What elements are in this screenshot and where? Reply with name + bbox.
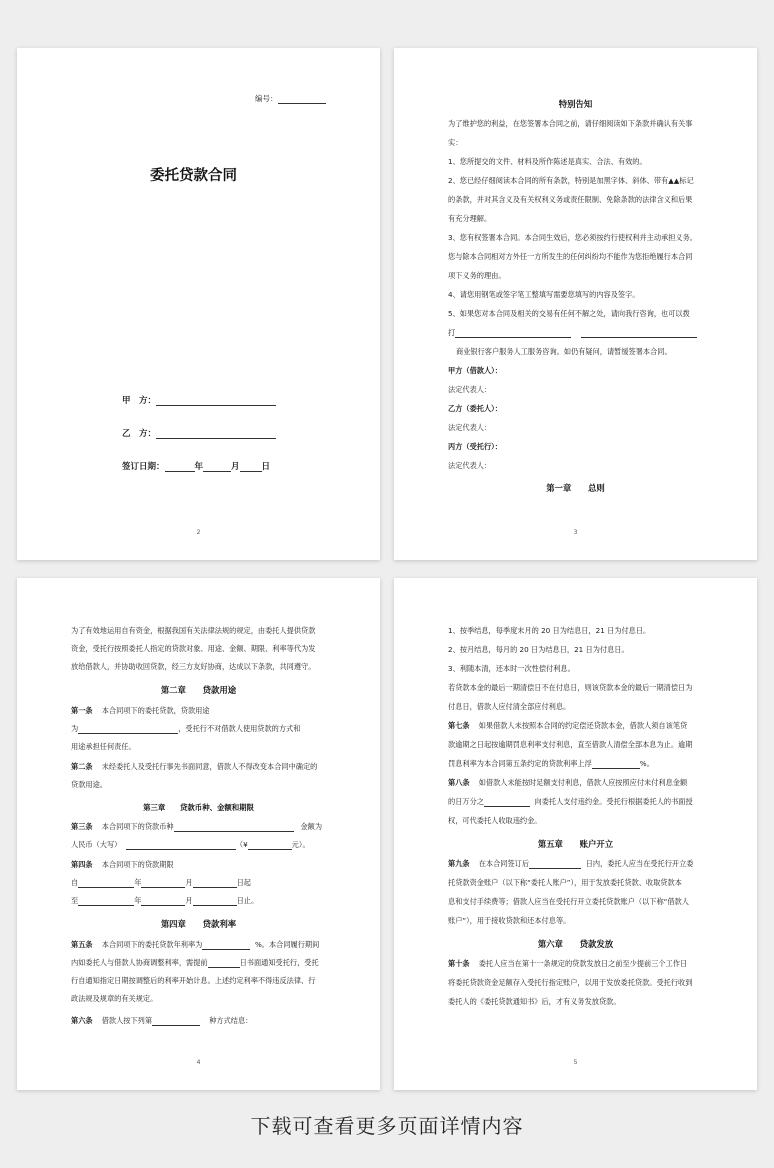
article-7-line-3	[448, 759, 654, 769]
article-text: 月	[185, 896, 193, 905]
chapter-heading: 第四章 贷款利率	[160, 919, 237, 929]
article-text: 贷款用途。	[71, 780, 107, 789]
article-label: 第十条	[448, 959, 470, 968]
article-3	[71, 822, 322, 832]
article-text: 本合同项下的贷款币种	[101, 822, 174, 831]
article-5	[71, 940, 319, 950]
document-page-cover	[17, 48, 380, 560]
notice-line: 为了维护您的利益，在您签署本合同之前，请仔细阅读如下条款并确认有关事	[448, 119, 693, 128]
article-label: 第九条	[448, 859, 470, 868]
start-year-blank	[78, 879, 134, 888]
article-text: 至	[71, 896, 79, 905]
interest-option: 2、按月结息，每月的 20 日为结息日，21 日为付息日。	[448, 645, 629, 654]
interest-option: 1、按季结息，每季度末月的 20 日为结息日，21 日为付息日。	[448, 626, 651, 635]
legal-rep-label: 法定代表人：	[448, 385, 492, 394]
article-text: 如果借款人未按照本合同的约定偿还贷款本金，借款人须自该笔贷	[478, 721, 688, 730]
article-text: 息和支付手续费等；借款人应当在受托行开立委托贷款账户（以下称“借款人	[448, 897, 689, 906]
article-text: ，受托行不对借款人使用贷款的方式和	[178, 724, 301, 733]
page-number: 5	[573, 1059, 578, 1066]
article-text: 人民币（大写）	[71, 840, 122, 849]
article-label: 第五条	[71, 940, 93, 949]
body-line: 付息日，借款人应付清全部应付利息。	[448, 702, 571, 711]
notice-line: 您与除本合同相对方外任一方所发生的任何纠纷均不能作为您拒绝履行本合同	[448, 252, 693, 261]
article-3-line-2	[71, 840, 310, 850]
article-8	[448, 778, 687, 788]
article-text: 种方式结息：	[209, 1016, 253, 1025]
year-blank	[165, 463, 195, 472]
currency-blank	[174, 823, 294, 832]
article-text: 日内，委托人应当在受托行开立委	[585, 859, 694, 868]
phone-blank	[455, 329, 571, 338]
amount-figure-blank	[248, 841, 292, 850]
end-day-blank	[193, 897, 237, 906]
party-a-row	[122, 394, 276, 406]
bank-label: 丙方（受托行）：	[448, 442, 502, 451]
article-text: 用途承担任何责任。	[71, 742, 136, 751]
intro-line: 资金，受托行按照委托人指定的贷款对象、用途、金额、期限、利率等代为发	[71, 644, 316, 653]
days-blank	[529, 860, 581, 869]
article-text: 罚息利率为本合同第五条约定的贷款利率上浮	[448, 759, 592, 768]
day-label: 日	[261, 462, 271, 472]
article-label: 第六条	[71, 1016, 93, 1025]
contract-number-blank	[278, 95, 326, 104]
start-month-blank	[141, 879, 185, 888]
article-text: 在本合同签订后	[478, 859, 530, 868]
article-text: 日止。	[236, 896, 259, 905]
article-text: 账户”），用于接收贷款和还本付息等。	[448, 916, 571, 925]
notice-line: 有充分理解。	[448, 214, 492, 223]
end-year-blank	[78, 897, 134, 906]
article-text: 日书面通知受托行，受托	[239, 958, 319, 967]
chapter-heading: 第三章 贷款币种、金额和期限	[143, 803, 254, 812]
article-10	[448, 959, 687, 969]
document-page-4	[17, 578, 380, 1090]
end-month-blank	[141, 897, 185, 906]
article-text: 内如委托人与借款人协商调整利率，需提前	[71, 958, 208, 967]
article-label: 第七条	[448, 721, 470, 730]
chapter-heading: 第六章 贷款发放	[537, 939, 614, 949]
party-a-blank	[156, 397, 276, 406]
article-1	[71, 706, 210, 716]
article-text: 委托人应当在第十一条规定的贷款发放日之前至少提前三个工作日	[478, 959, 688, 968]
phone-blank-2	[581, 329, 697, 338]
party-b-blank	[156, 430, 276, 439]
chapter-heading: 第一章 总则	[546, 483, 605, 493]
article-text: （¥	[235, 840, 248, 849]
article-text: 为	[71, 724, 79, 733]
legal-rep-label: 法定代表人：	[448, 461, 492, 470]
article-text: 日起	[236, 878, 251, 887]
page-number: 2	[196, 529, 201, 536]
notice-line: 的条款，并对其含义及有关权利义务或责任限制、免除条款的法律含义和后果	[448, 195, 693, 204]
article-text: 行自通知指定日期按调整后的利率开始计息。上述约定利率不得违反法律、行	[71, 976, 316, 985]
sign-date-label: 签订日期：	[122, 462, 165, 472]
penalty-blank	[484, 798, 530, 807]
article-1-line-2	[71, 724, 300, 734]
article-text: 借款人按下列第	[101, 1016, 153, 1025]
article-text: 元）。	[291, 840, 310, 849]
term-end-row	[71, 896, 258, 906]
purpose-blank	[78, 725, 178, 734]
article-7	[448, 721, 687, 731]
document-page-notice	[394, 48, 757, 560]
contract-title: 委托贷款合同	[150, 168, 237, 184]
party-b-row	[122, 427, 276, 439]
interest-option: 3、利随本清，还本时一次性偿付利息。	[448, 664, 575, 673]
page-number: 4	[196, 1059, 201, 1066]
notice-line: 4、请您用钢笔或签字笔工整填写需要您填写的内容及签字。	[448, 290, 640, 299]
chapter-heading: 第二章 贷款用途	[160, 685, 237, 695]
article-text: 委托人的《委托贷款通知书》后，才有义务发放贷款。	[448, 997, 621, 1006]
article-label: 第四条	[71, 860, 93, 869]
legal-rep-label: 法定代表人：	[448, 423, 492, 432]
penalty-rate-blank	[592, 760, 640, 769]
day-blank	[240, 463, 262, 472]
amount-words-blank	[126, 841, 236, 850]
notice-days-blank	[208, 959, 240, 968]
article-9	[448, 859, 693, 869]
article-text: 本合同项下的委托贷款，贷款用途	[101, 706, 210, 715]
body-line: 若贷款本金的最后一期清偿日不在付息日，则该贷款本金的最后一期清偿日为	[448, 683, 693, 692]
intro-line: 为了有效地运用自有资金，根据我国有关法律法规的规定，由委托人提供贷款	[71, 626, 316, 635]
article-text: 金额为	[300, 822, 323, 831]
article-5-line-2	[71, 958, 319, 968]
article-text: 自	[71, 878, 79, 887]
article-label: 第三条	[71, 822, 93, 831]
notice-line-phone	[448, 328, 697, 338]
chapter-heading: 第五章 账户开立	[537, 839, 614, 849]
article-text: 本合同项下的贷款期限	[101, 860, 174, 869]
article-text: 政法规及规章的有关规定。	[71, 994, 158, 1003]
article-text: %。	[639, 759, 654, 768]
party-a-label: 甲 方：	[122, 396, 157, 406]
article-label: 第一条	[71, 706, 93, 715]
download-more-caption: 下载可查看更多页面详情内容	[250, 1114, 524, 1138]
article-text: 本合同项下的委托贷款年利率为	[101, 940, 203, 949]
notice-line-prefix: 打	[448, 328, 456, 337]
article-text: 未经委托人及受托行事先书面同意，借款人不得改变本合同中确定的	[101, 762, 318, 771]
article-4	[71, 860, 174, 870]
intro-line: 放给借款人，并协助收回贷款，经三方友好协商，达成以下条款，共同遵守。	[71, 662, 316, 671]
article-text: 款逾期之日起按逾期罚息利率支付利息，直至借款人清偿全部本息为止。逾期	[448, 740, 693, 749]
notice-line: 1、您所提交的文件、材料及所作陈述是真实、合法、有效的。	[448, 157, 647, 166]
month-blank	[203, 463, 231, 472]
notice-line: 2、您已经仔细阅读本合同的所有条款，特别是加黑字体、斜体、带有▲▲标记	[448, 176, 694, 185]
borrower-label: 甲方（借款人）：	[448, 366, 502, 375]
article-text: 权，可代委托人收取违约金。	[448, 816, 542, 825]
method-blank	[152, 1017, 200, 1026]
article-text: 月	[185, 878, 193, 887]
year-label: 年	[194, 462, 204, 472]
article-text: 向委托人支付违约金。受托行根据委托人的书面授	[534, 797, 693, 806]
article-text: 将委托贷款资金足额存入受托行指定账户，以用于发放委托贷款。受托行收到	[448, 978, 693, 987]
document-page-5	[394, 578, 757, 1090]
article-text: %。本合同履行期间	[254, 940, 320, 949]
start-day-blank	[193, 879, 237, 888]
notice-line: 实：	[448, 138, 463, 147]
article-text: 如借款人未能按时足额支付利息，借款人应按照应付未付利息金额	[478, 778, 688, 787]
contract-number-row	[255, 93, 326, 104]
article-text: 年	[134, 896, 142, 905]
party-b-label: 乙 方：	[122, 429, 157, 439]
article-text: 的日万分之	[448, 797, 484, 806]
month-label: 月	[231, 462, 240, 472]
notice-line: 项下义务的理由。	[448, 271, 506, 280]
notice-line: 3、您有权签署本合同。本合同生效后，您必须按约行使权利并主动承担义务。	[448, 233, 697, 242]
article-8-line-2	[448, 797, 693, 807]
sign-date-row	[122, 460, 270, 472]
term-start-row	[71, 878, 251, 888]
article-label: 第二条	[71, 762, 93, 771]
notice-line: 商业银行客户服务人工服务咨询。如仍有疑问，请暂缓签署本合同。	[456, 347, 672, 356]
article-2	[71, 762, 317, 772]
article-6	[71, 1016, 252, 1026]
page-number: 3	[573, 529, 578, 536]
contract-number-label: 编号：	[255, 94, 278, 103]
notice-title: 特别告知	[558, 99, 593, 109]
rate-blank	[202, 941, 250, 950]
notice-line: 5、如果您对本合同及相关的交易有任何不解之处，请向我行咨询，也可以拨	[448, 309, 690, 318]
article-text: 托贷款资金账户（以下称“委托人账户”），用于发放委托贷款、收取贷款本	[448, 878, 682, 887]
article-text: 年	[134, 878, 142, 887]
article-label: 第八条	[448, 778, 470, 787]
entruster-label: 乙方（委托人）：	[448, 404, 502, 413]
